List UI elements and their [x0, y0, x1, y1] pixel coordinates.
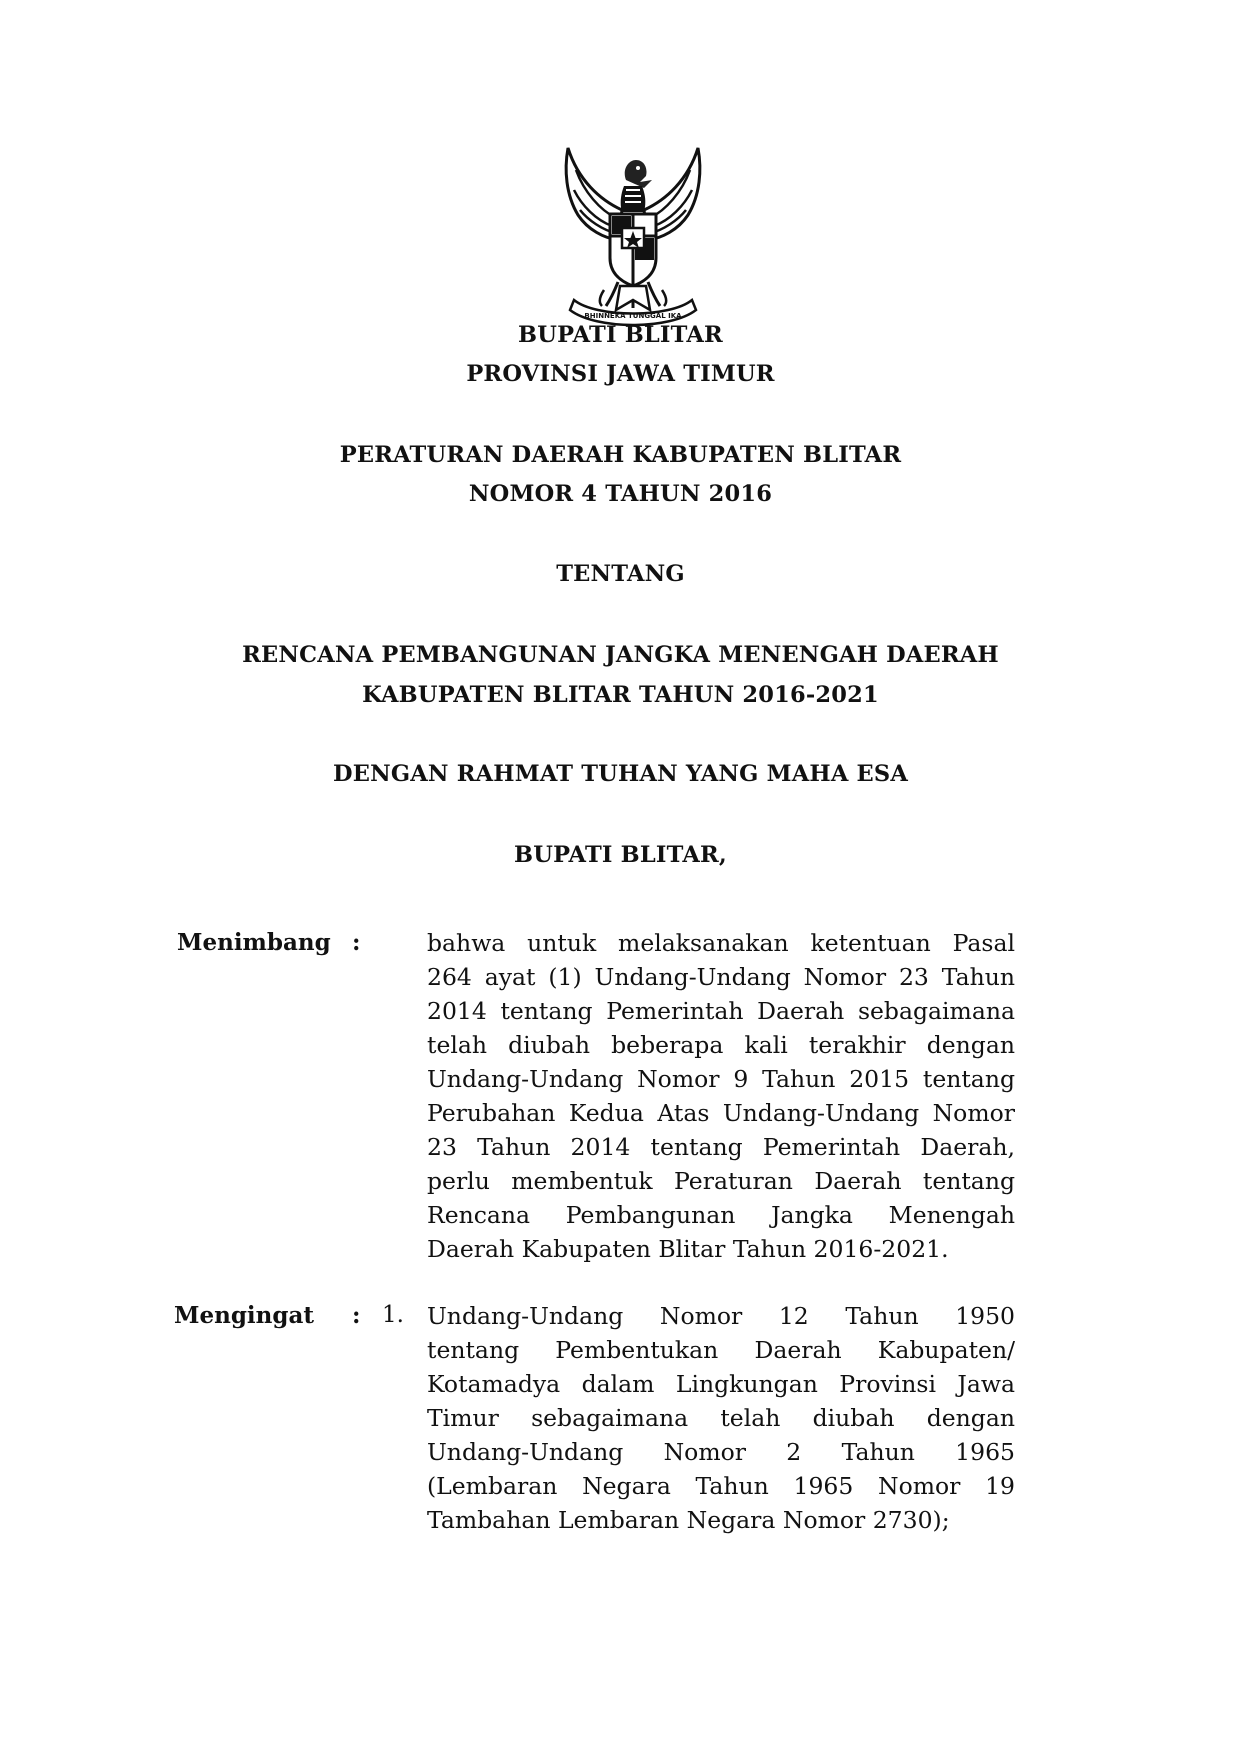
mengingat-item-number: 1. — [382, 1302, 404, 1328]
menimbang-line: perlu membentuk Peraturan Daerah tentang — [427, 1167, 1015, 1195]
menimbang-colon: : — [352, 929, 361, 956]
svg-text:BHINNEKA TUNGGAL IKA: BHINNEKA TUNGGAL IKA — [584, 312, 682, 320]
blessing-line: DENGAN RAHMAT TUHAN YANG MAHA ESA — [333, 761, 908, 787]
mengingat-line: Undang-Undang Nomor 12 Tahun 1950 — [427, 1302, 1015, 1330]
garuda-emblem-icon — [560, 140, 706, 330]
header-province: PROVINSI JAWA TIMUR — [466, 361, 775, 387]
subject-line-2: KABUPATEN BLITAR TAHUN 2016-2021 — [362, 682, 879, 708]
regulation-number: NOMOR 4 TAHUN 2016 — [468, 481, 773, 507]
menimbang-line: telah diubah beberapa kali terakhir dengan — [427, 1031, 1015, 1059]
menimbang-line: Perubahan Kedua Atas Undang-Undang Nomor — [427, 1099, 1015, 1127]
regent-heading: BUPATI BLITAR, — [514, 842, 727, 868]
menimbang-line: Rencana Pembangunan Jangka Menengah — [427, 1201, 1015, 1229]
menimbang-label: Menimbang — [177, 929, 331, 956]
mengingat-line: (Lembaran Negara Tahun 1965 Nomor 19 — [427, 1472, 1015, 1500]
menimbang-line: 23 Tahun 2014 tentang Pemerintah Daerah, — [427, 1133, 1015, 1161]
mengingat-line: Timur sebagaimana telah diubah dengan — [427, 1404, 1015, 1432]
menimbang-line: Undang-Undang Nomor 9 Tahun 2015 tentang — [427, 1065, 1015, 1093]
mengingat-label: Mengingat — [174, 1302, 314, 1329]
menimbang-line: bahwa untuk melaksanakan ketentuan Pasal — [427, 929, 1015, 957]
menimbang-line: Daerah Kabupaten Blitar Tahun 2016-2021. — [427, 1235, 949, 1263]
mengingat-line: Undang-Undang Nomor 2 Tahun 1965 — [427, 1438, 1015, 1466]
menimbang-line: 264 ayat (1) Undang-Undang Nomor 23 Tahun — [427, 963, 1015, 991]
mengingat-line: Tambahan Lembaran Negara Nomor 2730); — [427, 1506, 950, 1534]
about-heading: TENTANG — [556, 561, 685, 587]
menimbang-line: 2014 tentang Pemerintah Daerah sebagaimana — [427, 997, 1015, 1025]
mengingat-line: tentang Pembentukan Daerah Kabupaten/ — [427, 1336, 1015, 1364]
regulation-title: PERATURAN DAERAH KABUPATEN BLITAR — [339, 442, 902, 468]
mengingat-line: Kotamadya dalam Lingkungan Provinsi Jawa — [427, 1370, 1015, 1398]
header-title: BUPATI BLITAR — [518, 322, 723, 348]
subject-line-1: RENCANA PEMBANGUNAN JANGKA MENENGAH DAERAH — [242, 642, 999, 668]
mengingat-colon: : — [352, 1302, 361, 1329]
